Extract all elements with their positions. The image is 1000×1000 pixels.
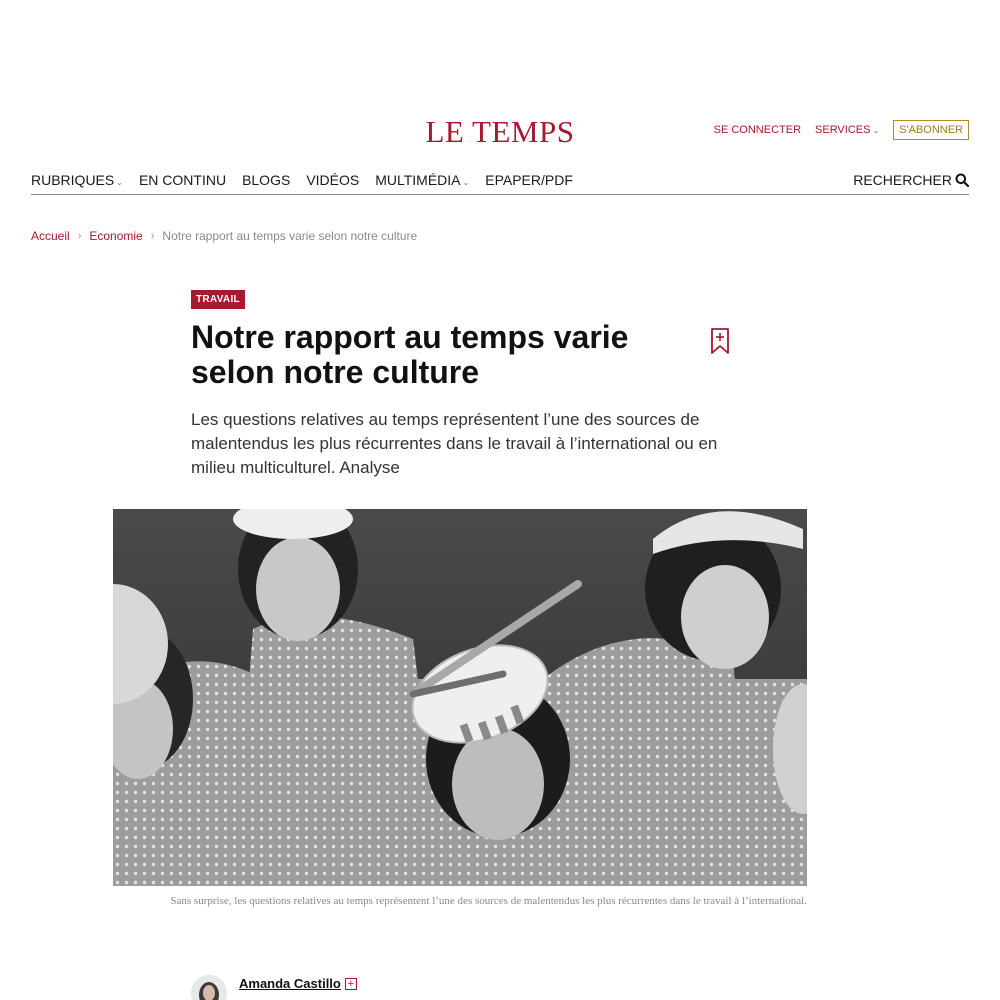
nav-item-label: MULTIMÉDIA bbox=[375, 172, 461, 188]
nav-item-epaper[interactable]: EPAPER/PDF bbox=[485, 172, 573, 188]
follow-plus-icon[interactable]: + bbox=[345, 978, 357, 990]
nav-item-videos[interactable]: VIDÉOS bbox=[306, 172, 360, 188]
search-icon bbox=[955, 173, 969, 187]
breadcrumb-separator-icon: › bbox=[150, 230, 155, 242]
chevron-down-icon: ⌄ bbox=[116, 178, 123, 187]
article-tag[interactable]: TRAVAIL bbox=[191, 290, 245, 309]
author-block bbox=[191, 975, 357, 1000]
site-logo[interactable]: LE TEMPS bbox=[425, 114, 575, 149]
nav-item-rubriques[interactable] bbox=[31, 172, 123, 188]
login-link[interactable]: SE CONNECTER bbox=[713, 124, 802, 136]
avatar[interactable] bbox=[191, 975, 227, 1000]
search-button[interactable] bbox=[853, 172, 969, 188]
main-nav bbox=[31, 172, 969, 195]
breadcrumb-current: Notre rapport au temps varie selon notre culture bbox=[162, 229, 418, 243]
article-title: Notre rapport au temps varie selon notre culture bbox=[191, 319, 629, 390]
breadcrumb-section[interactable]: Economie bbox=[89, 229, 143, 243]
breadcrumb bbox=[31, 229, 417, 243]
services-label: SERVICES bbox=[815, 124, 871, 136]
breadcrumb-separator-icon: › bbox=[77, 230, 82, 242]
article-lead: Les questions relatives au temps représentent l’une des sources de malentendus les plus récurrentes dans le travail à l’international ou en milieu multiculturel. Analyse bbox=[191, 410, 718, 477]
nav-item-multimedia[interactable] bbox=[375, 172, 469, 188]
bookmark-icon[interactable] bbox=[709, 327, 731, 355]
author-name-link[interactable]: Amanda Castillo bbox=[239, 976, 341, 991]
nav-item-blogs[interactable]: BLOGS bbox=[242, 172, 291, 188]
nav-item-label: RUBRIQUES bbox=[31, 172, 115, 188]
services-menu[interactable] bbox=[815, 124, 879, 136]
subscribe-button[interactable]: S'ABONNER bbox=[893, 120, 969, 140]
chevron-down-icon: ⌄ bbox=[872, 126, 880, 135]
nav-item-en-continu[interactable]: EN CONTINU bbox=[138, 172, 227, 188]
chevron-down-icon: ⌄ bbox=[462, 178, 470, 187]
top-links bbox=[714, 120, 969, 140]
image-caption: Sans surprise, les questions relatives au temps représentent l’une des sources de malentendus les plus récurrentes dans le travail à l’international. bbox=[170, 895, 807, 907]
breadcrumb-home[interactable]: Accueil bbox=[31, 229, 70, 243]
search-label: RECHERCHER bbox=[853, 172, 952, 188]
article-hero-image bbox=[113, 509, 807, 886]
